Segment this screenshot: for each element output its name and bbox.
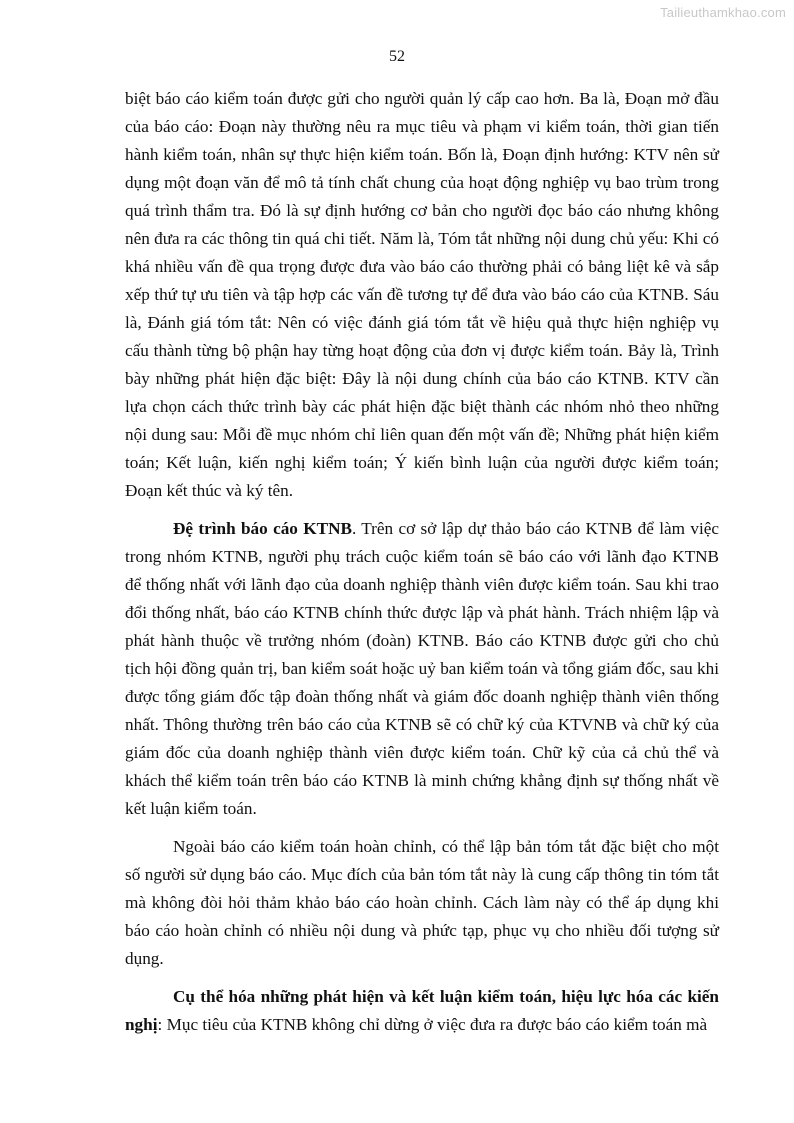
paragraph-3-text: Ngoài báo cáo kiểm toán hoàn chỉnh, có thể lập bản tóm tắt đặc biệt cho một số người sử dụng báo cáo. Mục đích của bản tóm tắt này là cung cấp thông tin tóm tắt mà không đòi hỏi thảm khảo báo cáo hoàn chỉnh. Cách làm này có thể áp dụng khi báo cáo hoàn chỉnh có nhiều nội dung và phức tạp, phục vụ cho nhiều đối tượng sử dụng. bbox=[125, 837, 719, 968]
paragraph-4-heading: Cụ thể hóa những phát hiện và kết luận kiểm toán, hiệu lực hóa các kiến nghị bbox=[125, 987, 719, 1034]
paragraph-2 bbox=[125, 515, 719, 823]
paragraph-3 bbox=[125, 833, 719, 973]
document-body bbox=[125, 85, 719, 1049]
paragraph-2-text: . Trên cơ sở lập dự thảo báo cáo KTNB để làm việc trong nhóm KTNB, người phụ trách cuộc kiểm toán sẽ báo cáo với lãnh đạo KTNB để thống nhất với lãnh đạo của doanh nghiệp thành viên được kiểm toán. Sau khi trao đổi thống nhất, báo cáo KTNB chính thức được lập và phát hành. Trách nhiệm lập và phát hành thuộc về trưởng nhóm (đoàn) KTNB. Báo cáo KTNB được gửi cho chủ tịch hội đồng quản trị, ban kiểm soát hoặc uỷ ban kiểm toán và tổng giám đốc, sau khi được tổng giám đốc tập đoàn thống nhất và giám đốc doanh nghiệp thành viên thống nhất. Thông thường trên báo cáo của KTNB sẽ có chữ ký của KTVNB và chữ ký của giám đốc của doanh nghiệp thành viên được kiểm toán. Chữ kỹ của cả chủ thể và khách thể kiểm toán trên báo cáo KTNB là minh chứng khẳng định sự thống nhất về kết luận kiểm toán. bbox=[125, 519, 719, 818]
paragraph-4-text: : Mục tiêu của KTNB không chỉ dừng ở việc đưa ra được báo cáo kiểm toán mà bbox=[157, 1015, 708, 1034]
paragraph-4 bbox=[125, 983, 719, 1039]
page-number: 52 bbox=[389, 48, 405, 65]
paragraph-2-heading: Đệ trình báo cáo KTNB bbox=[173, 519, 352, 538]
paragraph-1-text: biệt báo cáo kiểm toán được gửi cho người quản lý cấp cao hơn. Ba là, Đoạn mở đầu của báo cáo: Đoạn này thường nêu ra mục tiêu và phạm vi kiểm toán, thời gian tiến hành kiểm toán, nhân sự thực hiện kiểm toán. Bốn là, Đoạn định hướng: KTV nên sử dụng một đoạn văn để mô tả tính chất chung của hoạt động nghiệp vụ bao trùm trong quá trình thẩm tra. Đó là sự định hướng cơ bản cho người đọc báo cáo nhưng không nên đưa ra các thông tin quá chi tiết. Năm là, Tóm tắt những nội dung chủ yếu: Khi có khá nhiều vấn đề qua trọng được đưa vào báo cáo thường phải có bảng liệt kê và sắp xếp thứ tự ưu tiên và tập hợp các vấn đề tương tự để đưa vào báo cáo của KTNB. Sáu là, Đánh giá tóm tắt: Nên có việc đánh giá tóm tắt về hiệu quả thực hiện nghiệp vụ cấu thành từng bộ phận hay từng hoạt động của đơn vị được kiểm toán. Bảy là, Trình bày những phát hiện đặc biệt: Đây là nội dung chính của báo cáo KTNB. KTV cần lựa chọn cách thức trình bày các phát hiện đặc biệt thành các nhóm nhỏ theo những nội dung sau: Mỗi đề mục nhóm chỉ liên quan đến một vấn đề; Những phát hiện kiểm toán; Kết luận, kiến nghị kiểm toán; Ý kiến bình luận của người được kiểm toán; Đoạn kết thúc và ký tên. bbox=[125, 89, 719, 500]
paragraph-1 bbox=[125, 85, 719, 505]
watermark: Tailieuthamkhao.com bbox=[660, 5, 786, 20]
